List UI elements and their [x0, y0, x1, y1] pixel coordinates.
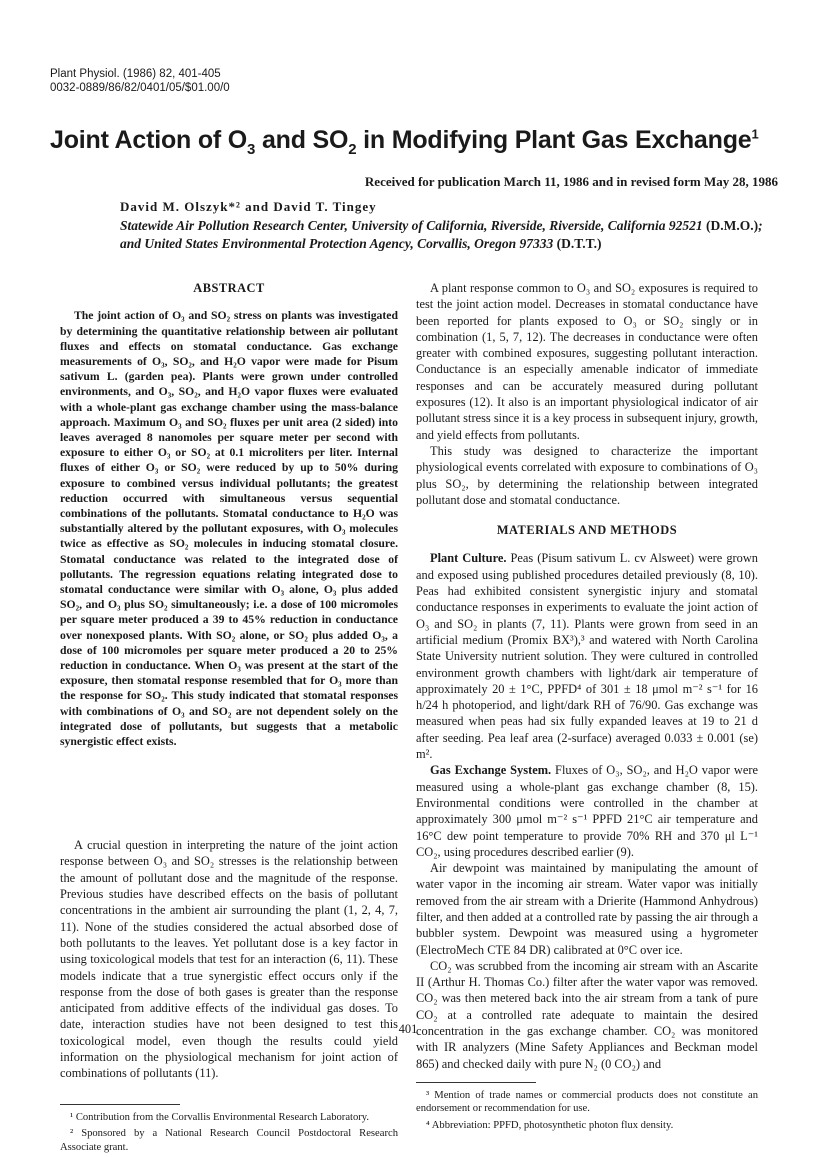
abstract-heading: ABSTRACT	[193, 281, 265, 295]
gas-exchange-heading: Gas Exchange System.	[430, 763, 552, 778]
paper-title	[50, 126, 790, 158]
methods-co2: CO₂ was scrubbed from the incoming air stream with an Ascarite II (Arthur H. Thomas Co.) filter after the water vapor was removed. CO₂ was then metered back into the air stream from a tank of pure CO₂ at a controlled rate adequate to maintain the desired concentration in the gas exchange chamber. CO₂ was monitored with IR analyzers (Mine Safety Appliances and Beckman model 865) and checked daily with pure N₂ (0 CO₂) and	[416, 958, 758, 1071]
introduction-right	[416, 280, 758, 508]
intro-paragraph-1: A crucial question in interpreting the nature of the joint action response between O₃ and SO₂ stresses is the relationship between the amount of pollutant dose and the magnitude of the response. Previous studies have described effects on the basis of pollutant concentrations in the ambient air surrounding the plant (1, 2, 4, 7, 11). None of the studies considered the actual absorbed dose of both pollutants to the leaves. Yet pollutant dose is a key factor in using toxicological models that test for an interaction (6, 11). These models indicate that a true synergistic effect occurs only if the response from the dose of both gases is greater than the response anticipated from additive effects of the individual gas doses. To date, interaction studies have not been designed to test this toxicological model, even though the results could yield information on the physiological mechanism for joint action of combinations of pollutants (11).	[60, 838, 398, 1081]
methods-heading: MATERIALS AND METHODS	[496, 523, 678, 538]
plant-culture-heading: Plant Culture.	[430, 551, 507, 566]
title-part-1: Joint Action of O	[50, 126, 248, 154]
title-footnote-mark: 1	[751, 126, 759, 142]
gas-exchange-text: Fluxes of O₃, SO₂, and H₂O vapor were measured using a whole-plant gas exchange chamber (8, 15). Environmental conditions were controlled in the chamber at approximately 300 μmol m⁻² s⁻¹ PPFD 21°C air temperature and 16°C dew point temperature to provide 70% RH and 370 μl L⁻¹ CO₂, using procedures described earlier (9).	[416, 763, 758, 859]
page-number: 401	[398, 1022, 418, 1036]
abstract-text: The joint action of O₃ and SO₂ stress on plants was investigated by determining the quantitative relationship between air pollutant fluxes and effects on stomatal conductance. Gas exchange measurements of O₃, SO₂, and H₂O vapor were made for Pisum sativum L. (garden pea). Plants were grown under controlled environments, and O₃, SO₂, and H₂O vapor fluxes were evaluated with a whole-plant gas exchange chamber using the mass-balance approach. Maximum O₃ and SO₂ fluxes per unit area (2 sided) into leaves averaged 8 nanomoles per square meter per second with exposure to either O₃ or SO₂ at 0.1 microliters per liter. Internal fluxes of either O₃ or SO₂ were reduced by up to 50% during exposure to combined versus individual pollutants; the greatest reduction occurred with simultaneous versus sequential combinations of the pollutants. Stomatal conductance to H₂O was substantially altered by the pollutant exposures, with O₃ molecules twice as effective as SO₂ molecules in inducing stomatal closure. Stomatal conductance was related to the integrated dose of pollutants. The regression equations relating integrated dose to stomatal conductance were similar with O₃ alone, O₃ plus added SO₂, and O₃ plus SO₂ simultaneously; i.e. a dose of 100 micromoles per square meter produced a 39 to 45% reduction in conductance over nonexposed plants. With SO₂ alone, or SO₂ plus added O₃, a dose of 100 micromoles per square meter produced a 20 to 25% reduction in conductance. When O₃ was present at the start of the exposure, then stomatal response resembled that for O₃ more than the response for SO₂. This study indicated that stomatal responses with combinations of O₃ and SO₂ are not dependent solely on the integrated dose of pollutants, but suggests that a metabolic synergistic effect exists.	[60, 309, 398, 748]
title-sub-1: 3	[247, 141, 256, 158]
introduction-left	[60, 837, 398, 1081]
footnotes-right	[416, 1082, 758, 1133]
affiliations	[120, 217, 780, 253]
authors: David M. Olszyk*² and David T. Tingey	[120, 199, 377, 214]
footnote-1: ¹ Contribution from the Corvallis Environmental Research Laboratory.	[70, 1111, 370, 1123]
title-part-2: and SO	[255, 126, 349, 154]
methods-dewpoint: Air dewpoint was maintained by manipulating the amount of water vapor in the incoming air stream. Water vapor was initially removed from the air stream with a Drierite (Hammond Anhydrous) filter, and then added at a controlled rate by passing the air through a bubbler system. Dewpoint was measured using a hygrometer (ElectroMech CTE 84 DR) calibrated at 0°C over ice.	[416, 861, 758, 957]
footnote-rule	[60, 1104, 180, 1105]
footnotes-left	[60, 1104, 398, 1155]
methods-plant-culture	[416, 550, 758, 762]
footnote-rule-right	[416, 1082, 536, 1083]
journal-header	[50, 67, 230, 95]
plant-culture-text: Peas (Pisum sativum L. cv Alsweet) were grown and exposed using published procedures detailed previously (8, 10). Peas had exhibited consistent synergistic injury and stomatal conductance responses in experiments to evaluate the joint action of O₃ and SO₂ in plants (7, 11). Plants were grown from seed in an artificial medium (Promix BX³),³ and watered with North Carolina State University nutrient solution. They were cultured in controlled environment growth chambers with light/dark air temperature of approximately 20 ± 1°C, PPFD⁴ of 301 ± 18 μmol m⁻² s⁻¹ for 16 h/24 h photoperiod, and light/dark RH of 76/90. Gas exchange was measured when peas had six fully expanded leaves at 19 to 21 d after seeding. Pea leaf area (2-surface) averaged 0.033 ± 0.001 (se) m².	[416, 551, 759, 762]
affiliation-2: ; and United States Environmental Protection Agency, Corvallis, Oregon 97333	[120, 218, 763, 251]
methods-section	[416, 550, 758, 1072]
methods-gas-exchange	[416, 762, 758, 860]
title-sub-2: 2	[348, 141, 357, 158]
affiliation-1: Statewide Air Pollution Research Center, University of California, Riverside, Riverside, California 92521	[120, 218, 703, 233]
intro-paragraph-3: This study was designed to characterize the important physiological events correlated with exposure to combinations of O₃ plus SO₂, by determining the relationship between integrated pollutant dose and stomatal conductance.	[416, 443, 758, 507]
journal-citation: Plant Physiol. (1986) 82, 401-405	[50, 68, 221, 80]
intro-paragraph-2: A plant response common to O₃ and SO₂ exposures is required to test the joint action model. Decreases in stomatal conductance have been reported for plants exposed to O₃ or SO₂ singly or in combination (1, 5, 7, 12). The decreases in conductance were often greater with combined exposures, suggesting pollutant interaction. Conductance is an especially amenable indicator of immediate responses and can be accurately measured during pollutant exposures (12). It also is an important physiological indicator of air pollutant stress since it is a key process in subsequent injury, growth, and yield effects from pollutants.	[416, 281, 758, 442]
affiliation-1-initials: (D.M.O.)	[706, 218, 759, 233]
journal-code: 0032-0889/86/82/0401/05/$01.00/0	[50, 82, 230, 94]
title-part-3: in Modifying Plant Gas Exchange	[356, 126, 752, 154]
footnote-3: ³ Mention of trade names or commercial products does not constitute an endorsement or recommendation for use.	[416, 1089, 758, 1115]
footnote-4: ⁴ Abbreviation: PPFD, photosynthetic photon flux density.	[426, 1119, 674, 1131]
affiliation-2-initials: (D.T.T.)	[553, 236, 602, 251]
abstract	[60, 280, 398, 749]
footnote-2: ² Sponsored by a National Research Council Postdoctoral Research Associate grant.	[60, 1128, 398, 1153]
right-column	[416, 280, 758, 1135]
received-date: Received for publication March 11, 1986 and in revised form May 28, 1986	[364, 174, 778, 189]
